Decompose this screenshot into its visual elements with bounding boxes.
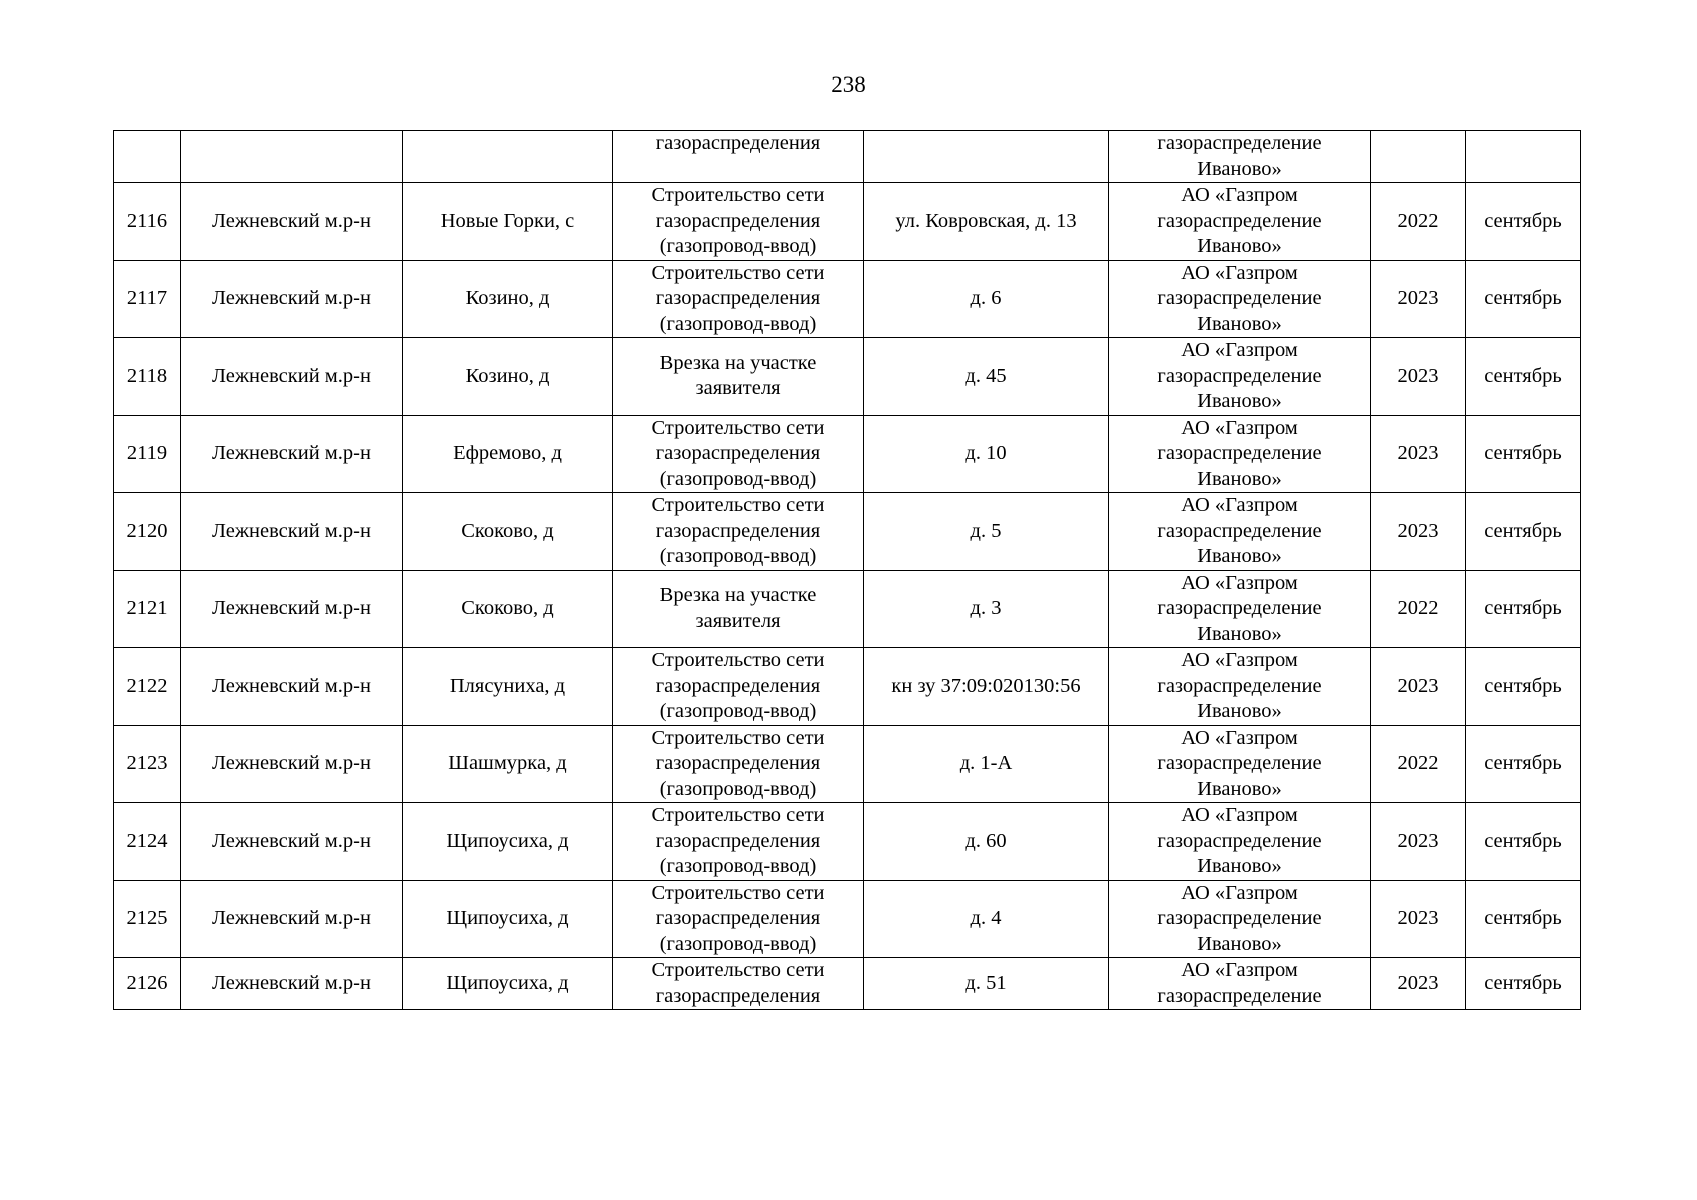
table-row [114,338,1581,416]
gas-distribution-table [113,130,1581,1010]
table-row-truncated [114,958,1581,1010]
row-number: 2124 [114,803,181,881]
table-row-continued [114,131,1581,183]
month-cell: сентябрь [1466,725,1581,803]
organization-cell: АО «Газпром газораспределение Иваново» [1109,338,1371,416]
row-number: 2116 [114,183,181,261]
month-cell: сентябрь [1466,493,1581,571]
district-cell [181,131,403,183]
locality-cell: Скоково, д [403,493,613,571]
month-cell: сентябрь [1466,880,1581,958]
row-number: 2122 [114,648,181,726]
organization-cell: АО «Газпром газораспределение Иваново» [1109,415,1371,493]
locality-cell: Щипоусиха, д [403,803,613,881]
month-cell [1466,131,1581,183]
district-cell: Лежневский м.р-н [181,803,403,881]
year-cell [1371,131,1466,183]
work-type-cell: Строительство сети газораспределения [613,958,864,1010]
work-type-cell: газораспределения [613,131,864,183]
table-row [114,415,1581,493]
table-row [114,725,1581,803]
month-cell: сентябрь [1466,958,1581,1010]
organization-cell: АО «Газпром газораспределение Иваново» [1109,260,1371,338]
district-cell: Лежневский м.р-н [181,415,403,493]
row-number: 2119 [114,415,181,493]
year-cell: 2023 [1371,648,1466,726]
address-cell: д. 1-А [864,725,1109,803]
district-cell: Лежневский м.р-н [181,880,403,958]
address-cell: д. 5 [864,493,1109,571]
year-cell: 2023 [1371,958,1466,1010]
table-row [114,570,1581,648]
table-row [114,648,1581,726]
organization-cell: АО «Газпром газораспределение Иваново» [1109,183,1371,261]
row-number: 2123 [114,725,181,803]
address-cell: д. 3 [864,570,1109,648]
address-cell: д. 4 [864,880,1109,958]
table-row [114,260,1581,338]
row-number: 2126 [114,958,181,1010]
locality-cell: Шашмурка, д [403,725,613,803]
district-cell: Лежневский м.р-н [181,725,403,803]
work-type-cell: Строительство сети газораспределения (газопровод-ввод) [613,648,864,726]
table-row [114,183,1581,261]
year-cell: 2023 [1371,803,1466,881]
month-cell: сентябрь [1466,338,1581,416]
month-cell: сентябрь [1466,260,1581,338]
work-type-cell: Строительство сети газораспределения (газопровод-ввод) [613,725,864,803]
row-number: 2121 [114,570,181,648]
year-cell: 2022 [1371,183,1466,261]
organization-cell: АО «Газпром газораспределение [1109,958,1371,1010]
month-cell: сентябрь [1466,803,1581,881]
address-cell: д. 60 [864,803,1109,881]
work-type-cell: Врезка на участке заявителя [613,338,864,416]
district-cell: Лежневский м.р-н [181,570,403,648]
table-row [114,880,1581,958]
page-number: 238 [831,72,866,97]
district-cell: Лежневский м.р-н [181,958,403,1010]
work-type-cell: Строительство сети газораспределения (газопровод-ввод) [613,493,864,571]
month-cell: сентябрь [1466,415,1581,493]
year-cell: 2023 [1371,338,1466,416]
year-cell: 2022 [1371,570,1466,648]
row-number: 2120 [114,493,181,571]
organization-cell: АО «Газпром газораспределение Иваново» [1109,648,1371,726]
locality-cell: Новые Горки, с [403,183,613,261]
year-cell: 2023 [1371,880,1466,958]
locality-cell: Щипоусиха, д [403,958,613,1010]
organization-cell: АО «Газпром газораспределение Иваново» [1109,570,1371,648]
month-cell: сентябрь [1466,183,1581,261]
work-type-cell: Строительство сети газораспределения (газопровод-ввод) [613,415,864,493]
month-cell: сентябрь [1466,570,1581,648]
address-cell: д. 6 [864,260,1109,338]
district-cell: Лежневский м.р-н [181,648,403,726]
work-type-cell: Строительство сети газораспределения (газопровод-ввод) [613,880,864,958]
district-cell: Лежневский м.р-н [181,260,403,338]
month-cell: сентябрь [1466,648,1581,726]
organization-cell: АО «Газпром газораспределение Иваново» [1109,803,1371,881]
address-cell: д. 51 [864,958,1109,1010]
row-number: 2117 [114,260,181,338]
locality-cell: Плясуниха, д [403,648,613,726]
row-number: 2125 [114,880,181,958]
organization-cell: АО «Газпром газораспределение Иваново» [1109,880,1371,958]
table-row [114,803,1581,881]
work-type-cell: Строительство сети газораспределения (газопровод-ввод) [613,183,864,261]
table-row [114,493,1581,571]
address-cell: ул. Ковровская, д. 13 [864,183,1109,261]
work-type-cell: Строительство сети газораспределения (газопровод-ввод) [613,803,864,881]
work-type-cell: Врезка на участке заявителя [613,570,864,648]
locality-cell: Скоково, д [403,570,613,648]
row-number: 2118 [114,338,181,416]
address-cell: кн зу 37:09:020130:56 [864,648,1109,726]
district-cell: Лежневский м.р-н [181,493,403,571]
year-cell: 2023 [1371,260,1466,338]
address-cell [864,131,1109,183]
address-cell: д. 45 [864,338,1109,416]
locality-cell: Щипоусиха, д [403,880,613,958]
work-type-cell: Строительство сети газораспределения (газопровод-ввод) [613,260,864,338]
district-cell: Лежневский м.р-н [181,183,403,261]
locality-cell [403,131,613,183]
locality-cell: Козино, д [403,260,613,338]
organization-cell: газораспределение Иваново» [1109,131,1371,183]
locality-cell: Ефремово, д [403,415,613,493]
address-cell: д. 10 [864,415,1109,493]
district-cell: Лежневский м.р-н [181,338,403,416]
year-cell: 2023 [1371,415,1466,493]
year-cell: 2023 [1371,493,1466,571]
organization-cell: АО «Газпром газораспределение Иваново» [1109,725,1371,803]
row-number [114,131,181,183]
organization-cell: АО «Газпром газораспределение Иваново» [1109,493,1371,571]
locality-cell: Козино, д [403,338,613,416]
year-cell: 2022 [1371,725,1466,803]
